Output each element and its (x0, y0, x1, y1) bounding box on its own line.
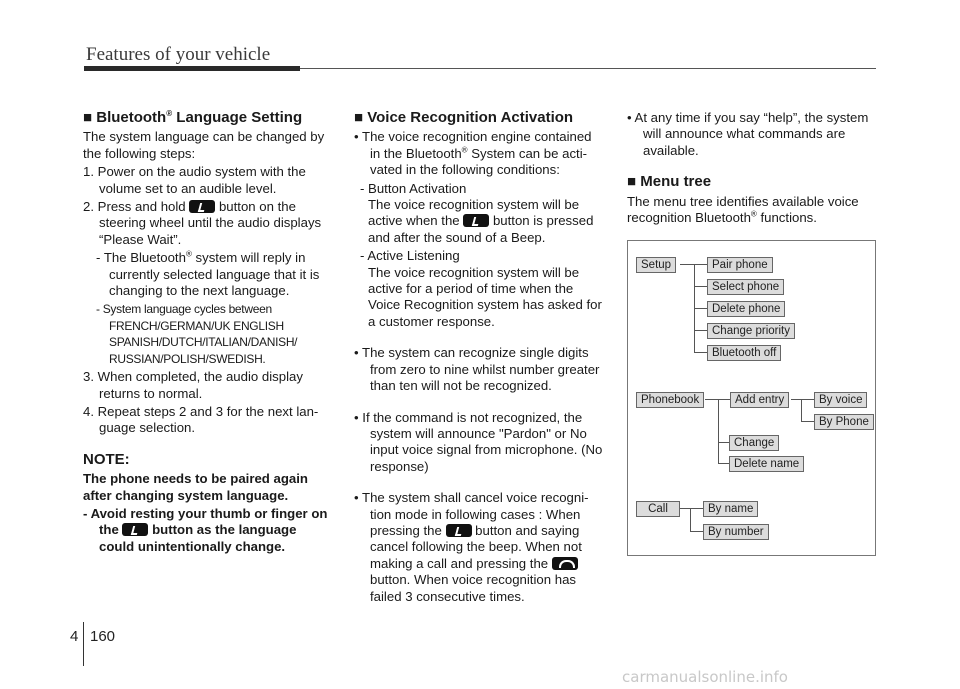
bullet-not-recognized: • If the command is not recognized, the system will announce "Pardon" or No input voice signal from microphone. (No response) (354, 409, 603, 474)
step-1: 1. Power on the audio system with the volume set to an audible level. (83, 164, 306, 196)
tree-node-add-entry: Add entry (730, 392, 789, 408)
voice-button-icon (463, 214, 489, 227)
voice-button-icon (189, 200, 215, 213)
tree-node-phonebook: Phonebook (636, 392, 704, 408)
bullet-digits: • The system can recognize single digits from zero to nine whilst number greater than ten will not be recognized. (354, 345, 600, 394)
header-rule (300, 68, 876, 69)
tree-node-by-number: By number (703, 524, 769, 540)
active-listening-label: - Active Listening (360, 248, 460, 264)
active-listening-text: The voice recognition system will be active for a period of time when the Voice Recognition system has asked for a customer response. (368, 264, 602, 329)
bullet-activation: • The voice recognition engine contained in the Bluetooth® System can be acti- vated in the following conditions: (354, 129, 592, 178)
sub-step-language-cycle: - System language cycles between FRENCH/GERMAN/UK ENGLISH SPANISH/DUTCH/ITALIAN/DANISH/ RUSSIAN/POLISH/SWEDISH. (96, 302, 298, 366)
tree-node-delete-name: Delete name (729, 456, 804, 472)
menu-tree-intro: The menu tree identifies available voice recognition Bluetooth® functions. (627, 193, 859, 226)
tree-node-delete-phone: Delete phone (707, 301, 785, 317)
tree-node-select-phone: Select phone (707, 279, 784, 295)
tree-node-by-voice: By voice (814, 392, 867, 408)
note-text: The phone needs to be paired again after changing system language. (83, 471, 308, 503)
button-activation-label: - Button Activation (360, 180, 467, 196)
bullet-help: • At any time if you say “help”, the system will announce what commands are available. (627, 110, 869, 158)
button-activation-text: The voice recognition system will be active when the button is pressed and after the sound of a Beep. (368, 197, 594, 245)
tree-node-by-name: By name (703, 501, 758, 517)
watermark: carmanualsonline.info (622, 668, 788, 686)
section-heading-voice: ■ Voice Recognition Activation (354, 109, 574, 126)
section-heading-language: ■ Bluetooth® Language Setting (83, 109, 303, 126)
page-number: 160 (90, 628, 116, 645)
step-3: 3. When completed, the audio display returns to normal. (83, 369, 303, 401)
tree-node-call: Call (636, 501, 680, 517)
tree-node-by-phone: By Phone (814, 414, 874, 430)
tree-node-change: Change (729, 435, 779, 451)
step-4: 4. Repeat steps 2 and 3 for the next lan- guage selection. (83, 403, 319, 436)
note-warning: - Avoid resting your thumb or finger on the button as the language could unintentionally change. (83, 505, 328, 554)
intro-text: The system language can be changed by the following steps: (83, 129, 325, 161)
tree-node-bluetooth-off: Bluetooth off (707, 345, 781, 361)
voice-button-icon (122, 523, 148, 536)
footer-divider (83, 622, 84, 666)
tree-node-change-priority: Change priority (707, 323, 795, 339)
note-title: NOTE: (83, 450, 130, 468)
step-2: 2. Press and hold button on the steering wheel until the audio displays “Please Wait”. (83, 199, 322, 247)
page-header-title: Features of your vehicle (86, 44, 271, 65)
header-bar (84, 66, 300, 71)
voice-button-icon (446, 524, 472, 537)
column-voice-recognition (354, 110, 605, 607)
phone-end-call-icon (552, 557, 578, 570)
column-menu-tree (627, 110, 877, 228)
bullet-cancel: • The system shall cancel voice recogni- tion mode in following cases : When pressing the button and saying cancel following the beep. When not making a call and pressing the button. When voice recognition has failed 3 consecutive times. (354, 490, 589, 604)
section-heading-menu-tree: ■ Menu tree (627, 173, 712, 191)
tree-node-setup: Setup (636, 257, 676, 273)
tree-node-pair-phone: Pair phone (707, 257, 773, 273)
column-language-setting (83, 110, 334, 557)
chapter-number: 4 (70, 628, 79, 645)
sub-step-reply: - The Bluetooth® system will reply in currently selected language that it is changing to the next language. (96, 249, 320, 299)
menu-tree-diagram (627, 240, 876, 556)
